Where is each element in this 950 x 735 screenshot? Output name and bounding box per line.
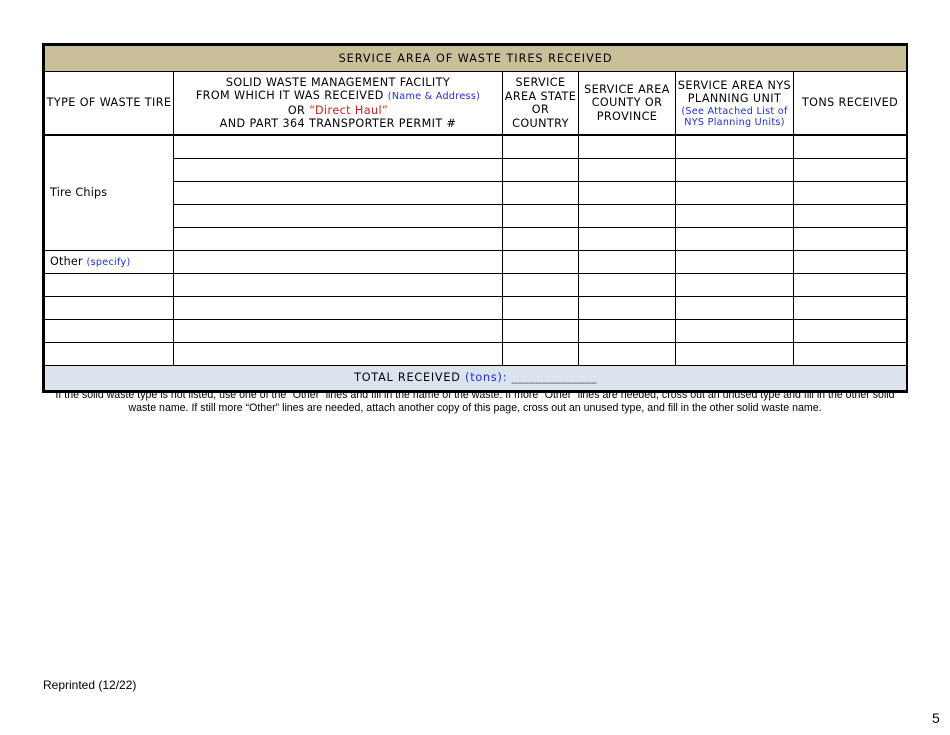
state-cell[interactable] [503,135,579,159]
tons-cell[interactable] [794,343,907,366]
table-row [45,228,907,251]
tons-cell[interactable] [794,251,907,274]
type-cell[interactable] [45,274,174,297]
county-cell[interactable] [579,297,676,320]
type-cell[interactable] [45,320,174,343]
other-label: Other [50,254,83,268]
tons-cell[interactable] [794,135,907,159]
nys-unit-cell[interactable] [676,343,794,366]
total-units: (tons): [465,371,508,385]
tons-cell[interactable] [794,159,907,182]
facility-cell[interactable] [174,320,503,343]
county-cell[interactable] [579,135,676,159]
facility-cell[interactable] [174,251,503,274]
page-number: 5 [932,710,940,726]
facility-cell[interactable] [174,343,503,366]
table-row [45,251,907,274]
nys-unit-cell[interactable] [676,320,794,343]
table-row [45,343,907,366]
nys-unit-cell[interactable] [676,205,794,228]
table-row [45,205,907,228]
header-facility [174,72,503,136]
tons-cell[interactable] [794,182,907,205]
facility-cell[interactable] [174,228,503,251]
nys-unit-cell[interactable] [676,228,794,251]
county-cell[interactable] [579,251,676,274]
reprinted-date: Reprinted (12/22) [43,678,137,692]
header-nys-unit [676,72,794,136]
other-specify-note: (specify) [86,256,131,268]
table-row [45,320,907,343]
header-direct-haul: “Direct Haul” [309,103,389,117]
header-facility-or: OR [287,103,306,117]
state-cell[interactable] [503,205,579,228]
tons-cell[interactable] [794,205,907,228]
county-cell[interactable] [579,159,676,182]
county-cell[interactable] [579,182,676,205]
state-cell[interactable] [503,182,579,205]
waste-tires-form [42,43,908,393]
header-tons: TONS RECEIVED [794,72,907,136]
nys-unit-cell[interactable] [676,251,794,274]
facility-cell[interactable] [174,182,503,205]
header-name-address-note: (Name & Address) [387,91,481,102]
state-cell[interactable] [503,159,579,182]
tire-chips-label: Tire Chips [45,135,174,251]
total-row [45,366,907,391]
service-area-table [44,45,907,391]
header-facility-received: FROM WHICH IT WAS RECEIVED [195,89,384,102]
footnote: If the solid waste type is not listed, use one of the “Other” lines and fill in the name of the waste. If more “Other” lines are needed, cross out an unused type and fill in the other solid waste name. If still more “Other” lines are needed, attach another copy of this page, cross out an unused type, and fill in the other solid waste name. [55,389,895,414]
table-row [45,182,907,205]
type-cell[interactable] [45,297,174,320]
nys-unit-cell[interactable] [676,159,794,182]
state-cell[interactable] [503,297,579,320]
header-nys-unit-note: (See Attached List of NYS Planning Units) [681,105,788,128]
other-label-cell [45,251,174,274]
table-row [45,159,907,182]
nys-unit-cell[interactable] [676,274,794,297]
header-facility-permit: AND PART 364 TRANSPORTER PERMIT # [219,117,457,130]
tons-cell[interactable] [794,274,907,297]
header-type: TYPE OF WASTE TIRE [45,72,174,136]
type-cell[interactable] [45,343,174,366]
nys-unit-cell[interactable] [676,135,794,159]
facility-cell[interactable] [174,159,503,182]
table-row [45,135,907,159]
tons-cell[interactable] [794,320,907,343]
header-facility-line3 [174,104,502,118]
county-cell[interactable] [579,320,676,343]
facility-cell[interactable] [174,274,503,297]
state-cell[interactable] [503,228,579,251]
header-facility-line1: SOLID WASTE MANAGEMENT FACILITY [225,75,451,89]
county-cell[interactable] [579,274,676,297]
nys-unit-cell[interactable] [676,182,794,205]
header-state: SERVICE AREA STATE OR COUNTRY [503,72,579,136]
county-cell[interactable] [579,205,676,228]
state-cell[interactable] [503,343,579,366]
state-cell[interactable] [503,274,579,297]
total-received-cell [45,366,907,391]
total-label: TOTAL RECEIVED [354,371,461,385]
table-banner: SERVICE AREA OF WASTE TIRES RECEIVED [45,46,907,72]
table-row [45,274,907,297]
header-nys-unit-label: SERVICE AREA NYS PLANNING UNIT [677,78,792,105]
state-cell[interactable] [503,251,579,274]
tons-cell[interactable] [794,228,907,251]
facility-cell[interactable] [174,205,503,228]
county-cell[interactable] [579,228,676,251]
tons-cell[interactable] [794,297,907,320]
nys-unit-cell[interactable] [676,297,794,320]
header-county: SERVICE AREA COUNTY OR PROVINCE [579,72,676,136]
county-cell[interactable] [579,343,676,366]
facility-cell[interactable] [174,297,503,320]
header-facility-line2 [174,89,502,104]
total-tons-field[interactable]: ______________ [511,371,597,385]
facility-cell[interactable] [174,135,503,159]
state-cell[interactable] [503,320,579,343]
table-row [45,297,907,320]
